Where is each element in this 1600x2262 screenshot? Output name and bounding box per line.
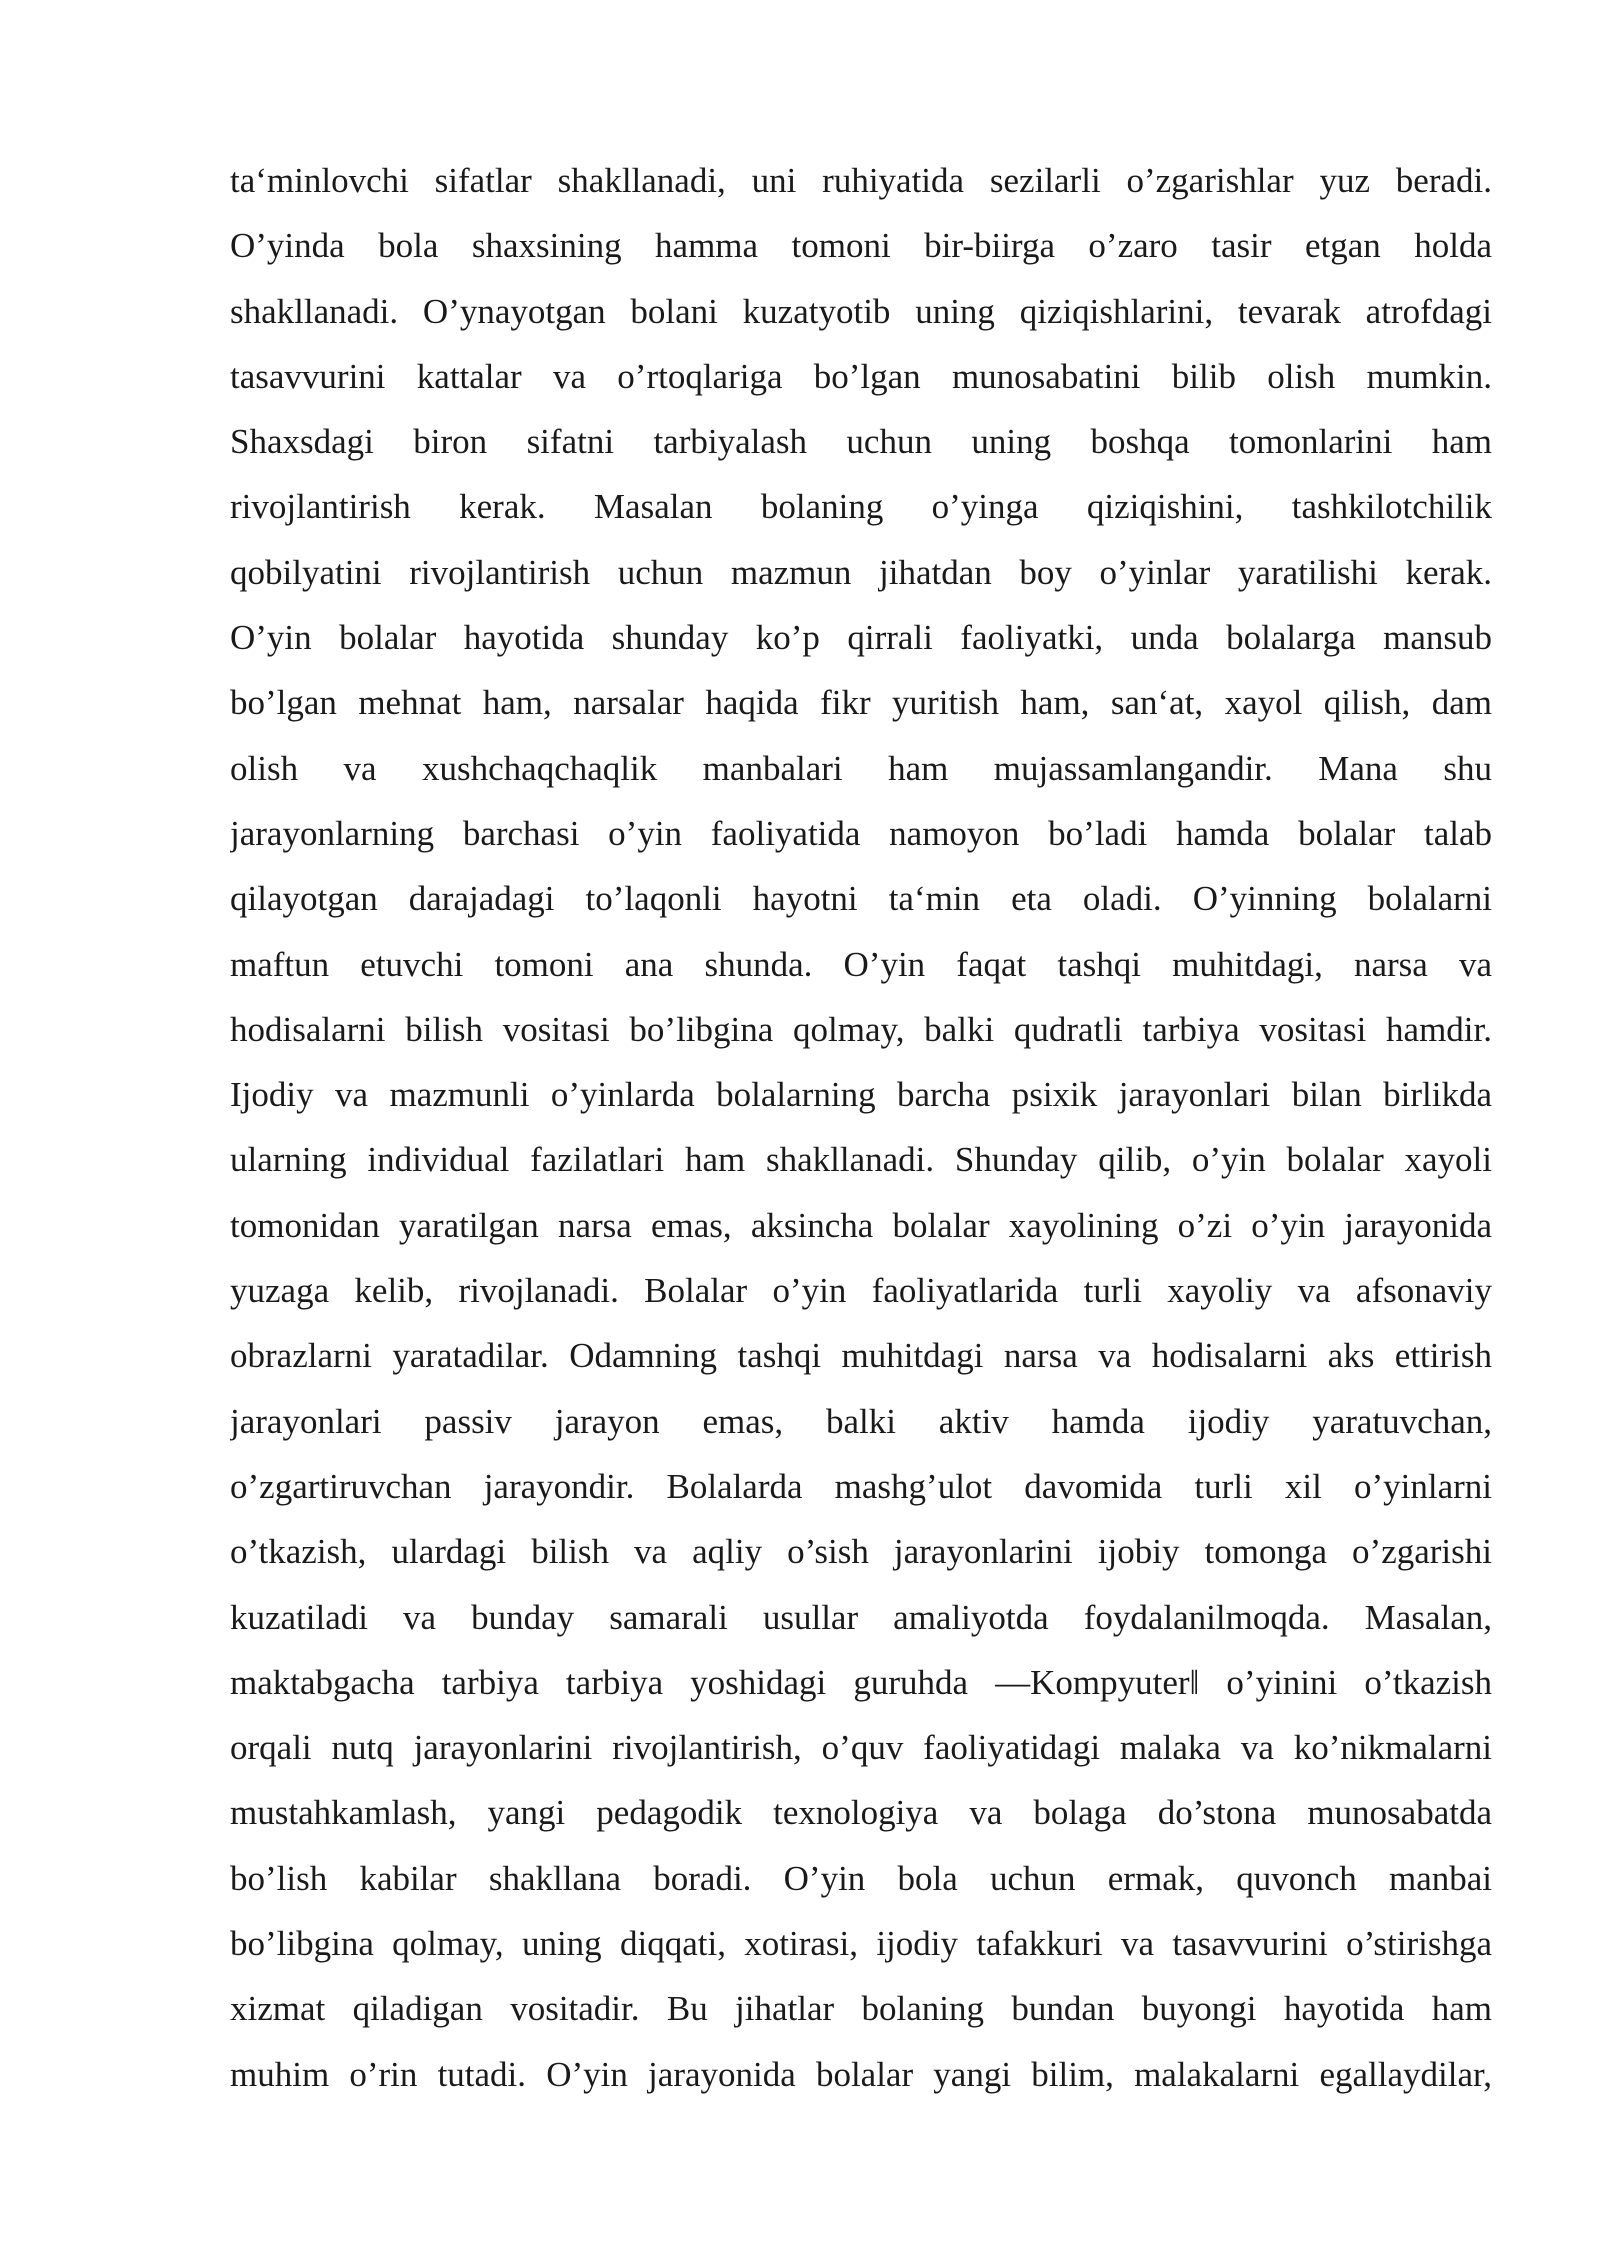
text-line: O’yinda bola shaxsining hamma tomoni bir-biirga o’zaro tasir etgan holda [230,226,1492,266]
body-paragraph [230,148,1492,2107]
text-line: rivojlantirish kerak. Masalan bolaning o’yinga qiziqishini, tashkilotchilik [230,487,1492,527]
text-line: hodisalarni bilish vositasi bo’libgina qolmay, balki qudratli tarbiya vositasi hamdir. [230,1009,1492,1049]
text-line: kuzatiladi va bunday samarali usullar amaliyotda foydalanilmoqda. Masalan, [230,1597,1492,1637]
text-line: bo’lish kabilar shakllana boradi. O’yin bola uchun ermak, quvonch manbai [230,1858,1492,1898]
text-line: maftun etuvchi tomoni ana shunda. O’yin faqat tashqi muhitdagi, narsa va [230,944,1492,984]
text-line: olish va xushchaqchaqlik manbalari ham mujassamlangandir. Mana shu [230,748,1492,788]
text-line: mustahkamlash, yangi pedagodik texnologiya va bolaga do’stona munosabatda [230,1793,1492,1833]
text-line: yuzaga kelib, rivojlanadi. Bolalar o’yin faoliyatlarida turli xayoliy va afsonaviy [230,1271,1492,1311]
text-line: jarayonlarning barchasi o’yin faoliyatida namoyon bo’ladi hamda bolalar talab [230,813,1492,853]
text-line: tomonidan yaratilgan narsa emas, aksincha bolalar xayolining o’zi o’yin jarayonida [230,1205,1492,1245]
text-line: muhim o’rin tutadi. O’yin jarayonida bolalar yangi bilim, malakalarni egallaydilar, [230,2054,1492,2094]
text-line: o’tkazish, ulardagi bilish va aqliy o’sish jarayonlarini ijobiy tomonga o’zgarishi [230,1532,1492,1572]
text-line: qobilyatini rivojlantirish uchun mazmun jihatdan boy o’yinlar yaratilishi kerak. [230,552,1492,592]
text-line: qilayotgan darajadagi to’laqonli hayotni ta‘min eta oladi. O’yinning bolalarni [230,879,1492,919]
text-line: o’zgartiruvchan jarayondir. Bolalarda mashg’ulot davomida turli xil o’yinlarni [230,1466,1492,1506]
text-line: orqali nutq jarayonlarini rivojlantirish, o’quv faoliyatidagi malaka va ko’nikmalarni [230,1728,1492,1768]
text-line: shakllanadi. O’ynayotgan bolani kuzatyotib uning qiziqishlarini, tevarak atrofdagi [230,291,1492,331]
text-line: jarayonlari passiv jarayon emas, balki aktiv hamda ijodiy yaratuvchan, [230,1401,1492,1441]
text-line: obrazlarni yaratadilar. Odamning tashqi muhitdagi narsa va hodisalarni aks ettirish [230,1336,1492,1376]
text-line: bo’lgan mehnat ham, narsalar haqida fikr yuritish ham, san‘at, xayol qilish, dam [230,683,1492,723]
text-line: xizmat qiladigan vositadir. Bu jihatlar bolaning bundan buyongi hayotida ham [230,1989,1492,2029]
text-line: O’yin bolalar hayotida shunday ko’p qirrali faoliyatki, unda bolalarga mansub [230,618,1492,658]
text-line: ta‘minlovchi sifatlar shakllanadi, uni ruhiyatida sezilarli o’zgarishlar yuz beradi. [230,161,1492,200]
text-line: maktabgacha tarbiya tarbiya yoshidagi guruhda ―Kompyuter‖ o’yinini o’tkazish [230,1662,1492,1702]
text-line: tasavvurini kattalar va o’rtoqlariga bo’lgan munosabatini bilib olish mumkin. [230,356,1492,396]
text-line: bo’libgina qolmay, uning diqqati, xotirasi, ijodiy tafakkuri va tasavvurini o’stirishga [230,1924,1492,1964]
text-line: Shaxsdagi biron sifatni tarbiyalash uchun uning boshqa tomonlarini ham [230,422,1492,462]
text-line: ularning individual fazilatlari ham shakllanadi. Shunday qilib, o’yin bolalar xayoli [230,1140,1492,1180]
text-line: Ijodiy va mazmunli o’yinlarda bolalarning barcha psixik jarayonlari bilan birlikda [230,1075,1492,1115]
